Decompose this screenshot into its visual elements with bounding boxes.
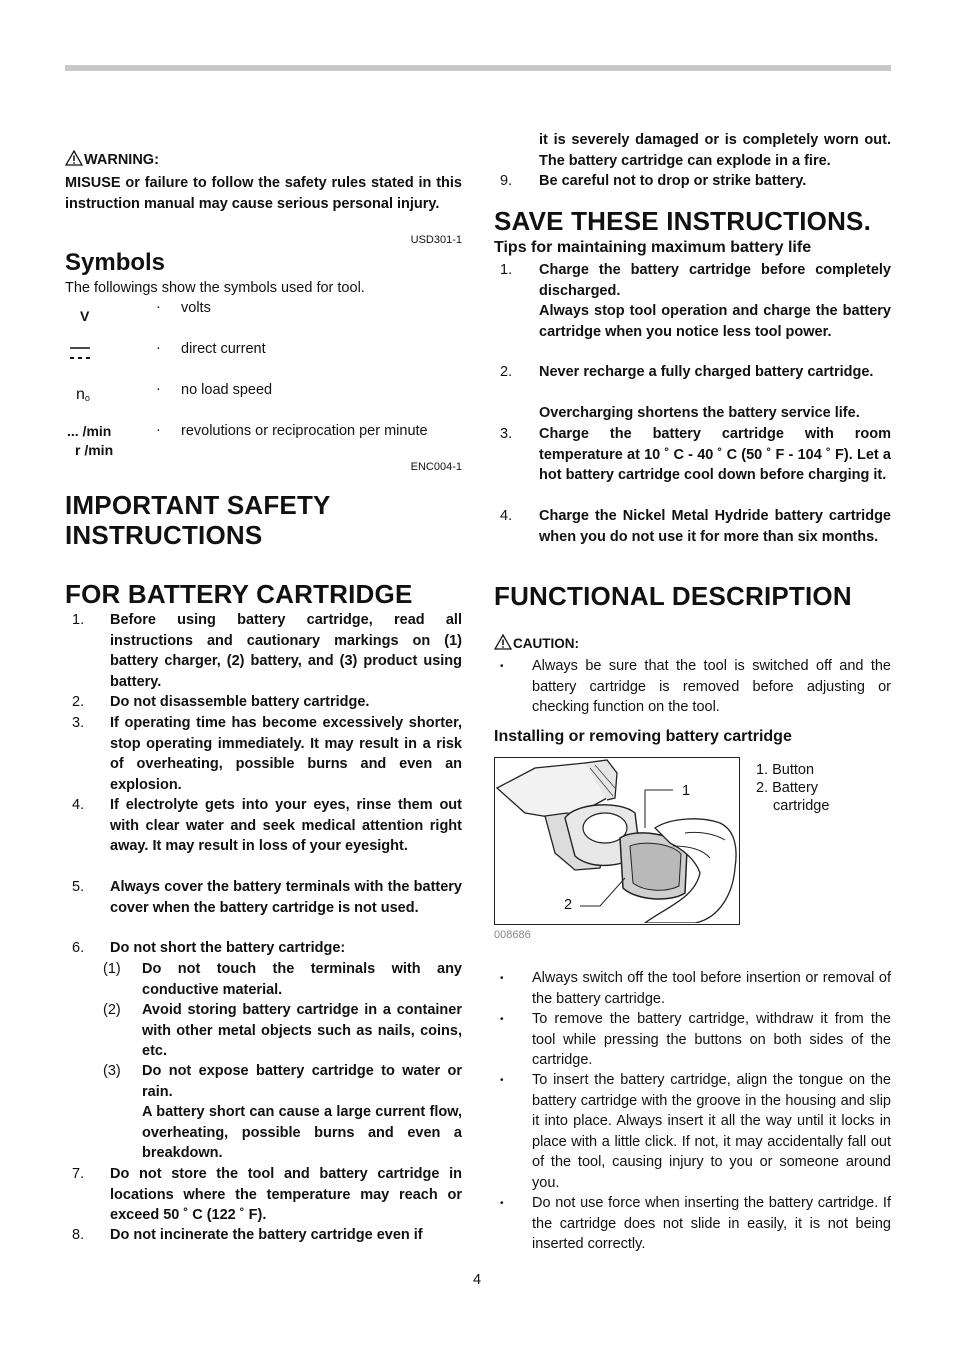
install-subhead: Installing or removing battery cartridge <box>494 728 792 745</box>
safety-subitem: Avoid storing battery cartridge in a container with other metal objects such as nails, coins, etc. <box>142 1002 462 1060</box>
symbol-min: ... /min <box>67 423 112 439</box>
warning-triangle-icon <box>65 150 83 166</box>
tip-item: Charge the Nickel Metal Hydride battery cartridge when you do not use it for more than six months. <box>539 508 891 545</box>
symbols-code: ENC004-1 <box>410 461 462 473</box>
symbol-separator: · <box>156 422 161 438</box>
symbol-desc-n: no load speed <box>181 382 273 398</box>
battery-figure <box>494 757 740 925</box>
safety-item: Do not store the tool and battery cartridge in locations where the temperature may reach or exceed 50 ˚ C (122 ˚ F). <box>110 1166 462 1224</box>
symbols-title: Symbols <box>65 249 166 276</box>
bullet-dot: • <box>500 1075 504 1086</box>
safety-item: Be careful not to drop or strike battery. <box>539 173 807 189</box>
safety-subnum: (1) <box>103 961 121 977</box>
safety-item: If operating time has become excessively shorter, stop operating immediately. It may result in a risk of overheating, possible burns and even an explosion. <box>110 715 462 793</box>
symbol-separator: · <box>156 299 161 315</box>
legend-2-cont: cartridge <box>773 798 830 814</box>
caution-label: CAUTION: <box>513 636 579 651</box>
top-rule <box>65 65 891 71</box>
symbol-rmin: r /min <box>75 442 114 458</box>
warning-code: USD301-1 <box>410 234 462 246</box>
legend-1: 1. Button <box>756 762 815 778</box>
safety-item: Always cover the battery terminals with the battery cover when the battery cartridge is not used. <box>110 879 462 916</box>
safety-title2: FOR BATTERY CARTRIDGE <box>65 579 413 609</box>
safety-num: 3. <box>72 715 85 731</box>
tip-num: 3. <box>500 426 513 442</box>
bullet-dot: • <box>500 973 504 984</box>
caution-triangle-icon <box>494 634 512 650</box>
safety-num: 7. <box>72 1166 85 1182</box>
direct-current-icon <box>70 345 92 361</box>
safety-subnum: (2) <box>103 1002 121 1018</box>
no-load-speed-symbol: no <box>76 386 90 403</box>
safety-num: 2. <box>72 694 85 710</box>
tip-item: Charge the battery cartridge with room temperature at 10 ˚ C - 40 ˚ C (50 ˚ F - 104 ˚ F). Let a hot battery cartridge cool down before charging it. <box>539 426 891 484</box>
caution-heading <box>494 634 579 651</box>
functional-title: FUNCTIONAL DESCRIPTION <box>494 581 852 611</box>
safety-num: 5. <box>72 879 85 895</box>
safety-item: If electrolyte gets into your eyes, rinse them out with clear water and seek medical attention right away. It may result in loss of your eyesight. <box>110 797 462 855</box>
tip-num: 2. <box>500 364 513 380</box>
safety-item: Before using battery cartridge, read all instructions and cautionary markings on (1) battery charger, (2) battery, and (3) product using battery. <box>110 612 462 690</box>
safety-title-line2: INSTRUCTIONS <box>65 520 263 550</box>
safety-subitem: Do not expose battery cartridge to water or rain. <box>142 1063 462 1100</box>
function-bullet: Always switch off the tool before insertion or removal of the battery cartridge. <box>532 970 891 1007</box>
safety-item: Do not incinerate the battery cartridge even if <box>110 1227 423 1243</box>
symbol-n: n <box>76 386 85 403</box>
safety-subnum: (3) <box>103 1063 121 1079</box>
warning-heading <box>65 150 159 168</box>
symbol-separator: · <box>156 340 161 356</box>
caution-text: Always be sure that the tool is switched off and the battery cartridge is removed before adjusting or checking function on the tool. <box>532 658 891 716</box>
safety-num: 6. <box>72 940 85 956</box>
save-title: SAVE THESE INSTRUCTIONS. <box>494 206 872 236</box>
safety-item8-cont: it is severely damaged or is completely worn out. The battery cartridge can explode in a fire. <box>539 132 891 169</box>
function-bullet: To remove the battery cartridge, withdraw it from the tool while pressing the buttons on both sides of the cartridge. <box>532 1011 891 1069</box>
symbol-desc-dc: direct current <box>181 341 266 357</box>
bullet-dot: • <box>500 1198 504 1209</box>
tip-item: Charge the battery cartridge before completely discharged. <box>539 262 891 299</box>
callout-2: 2 <box>564 897 573 913</box>
safety-item: Do not short the battery cartridge: <box>110 940 346 956</box>
safety-num: 4. <box>72 797 85 813</box>
symbols-intro: The followings show the symbols used for tool. <box>65 280 365 296</box>
tips-title: Tips for maintaining maximum battery life <box>494 239 812 256</box>
legend-2: 2. Battery <box>756 780 819 796</box>
tip-item: Never recharge a fully charged battery cartridge. <box>539 364 874 380</box>
symbol-desc-volts: volts <box>181 300 211 316</box>
figure-code: 008686 <box>494 929 531 941</box>
safety-num: 9. <box>500 173 513 189</box>
tip-num: 4. <box>500 508 513 524</box>
callout-1: 1 <box>682 783 691 799</box>
symbol-separator: · <box>156 381 161 397</box>
symbol-volts: V <box>80 308 90 324</box>
safety-item: Do not disassemble battery cartridge. <box>110 694 370 710</box>
function-bullet: Do not use force when inserting the battery cartridge. If the cartridge does not slide in easily, it is not being inserted correctly. <box>532 1195 891 1253</box>
safety-title-line1: IMPORTANT SAFETY <box>65 490 331 520</box>
safety-num: 8. <box>72 1227 85 1243</box>
tip-note: Overcharging shortens the battery service life. <box>539 405 860 421</box>
function-bullet: To insert the battery cartridge, align the tongue on the battery cartridge with the groove in the housing and slip it into place. Always insert it all the way until it locks in place with a little click. If not, it may accidentally fall out of the tool, causing injury to you or someone around you. <box>532 1072 891 1191</box>
safety-subitem: Do not touch the terminals with any conductive material. <box>142 961 462 998</box>
page-number: 4 <box>473 1272 482 1288</box>
safety-num: 1. <box>72 612 85 628</box>
safety-subnote: A battery short can cause a large current flow, overheating, possible burns and even a breakdown. <box>142 1104 462 1162</box>
drill-battery-illustration <box>495 758 738 923</box>
warning-text: MISUSE or failure to follow the safety rules stated in this instruction manual may cause serious personal injury. <box>65 175 462 212</box>
bullet-dot: • <box>500 661 504 672</box>
warning-label: WARNING: <box>84 152 159 168</box>
symbol-desc-rpm: revolutions or reciprocation per minute <box>181 423 428 439</box>
tip-num: 1. <box>500 262 513 278</box>
bullet-dot: • <box>500 1014 504 1025</box>
tip-note: Always stop tool operation and charge the battery cartridge when you notice less tool power. <box>539 303 891 340</box>
